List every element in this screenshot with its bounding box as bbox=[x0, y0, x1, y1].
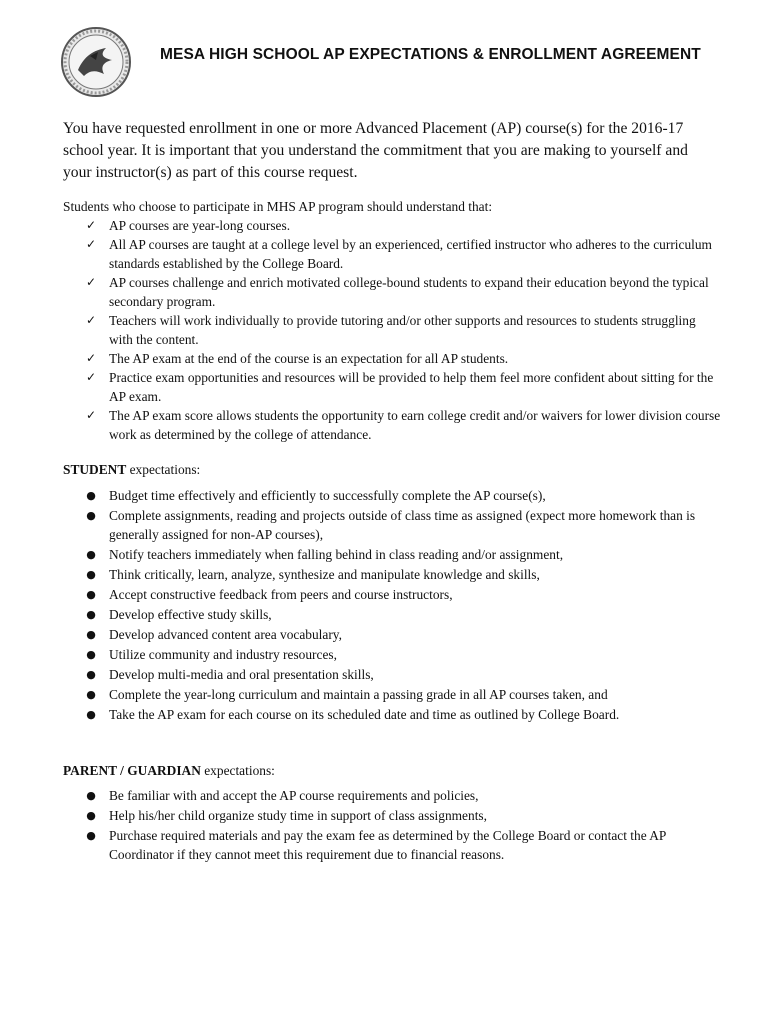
bullet-icon: ● bbox=[86, 668, 96, 681]
program-item: ✓ All AP courses are taught at a college level by an experienced, certified instructor who adheres to the curriculum standards established by the College Board. bbox=[82, 235, 722, 273]
bullet-icon: ● bbox=[86, 588, 96, 601]
bullet-icon: ● bbox=[86, 789, 96, 802]
checkmark-icon: ✓ bbox=[85, 237, 97, 251]
student-item: ● Complete the year-long curriculum and maintain a passing grade in all AP courses taken, and bbox=[82, 685, 722, 704]
program-lead: Students who choose to participate in MHS AP program should understand that: bbox=[63, 199, 493, 214]
intro-paragraph: You have requested enrollment in one or more Advanced Placement (AP) course(s) for the 2016-17 school year. It is important that you understand the commitment that you are making to yourself and your instructor(s) as part of this course request. bbox=[63, 120, 688, 181]
page-title: MESA HIGH SCHOOL AP EXPECTATIONS & ENROLLMENT AGREEMENT bbox=[160, 46, 701, 63]
parent-item: ● Purchase required materials and pay the exam fee as determined by the College Board or contact the AP Coordinator if they cannot meet this requirement due to financial reasons. bbox=[82, 826, 722, 864]
bullet-icon: ● bbox=[86, 509, 96, 522]
bullet-icon: ● bbox=[86, 809, 96, 822]
student-item: ● Complete assignments, reading and projects outside of class time as assigned (expect more homework than is generally assigned for non-AP courses), bbox=[82, 506, 722, 544]
student-item: ● Develop effective study skills, bbox=[82, 605, 722, 624]
checkmark-icon: ✓ bbox=[85, 370, 97, 384]
parent-heading: PARENT / GUARDIAN expectations: bbox=[63, 763, 275, 778]
bullet-icon: ● bbox=[86, 829, 96, 842]
program-item: ✓ AP courses are year-long courses. bbox=[82, 216, 722, 235]
student-list bbox=[82, 486, 722, 725]
student-item: ● Develop multi-media and oral presentation skills, bbox=[82, 665, 722, 684]
bullet-icon: ● bbox=[86, 688, 96, 701]
parent-item: ● Help his/her child organize study time in support of class assignments, bbox=[82, 806, 722, 825]
program-item: ✓ The AP exam at the end of the course is an expectation for all AP students. bbox=[82, 349, 722, 368]
school-seal-icon bbox=[60, 26, 132, 98]
student-item: ● Budget time effectively and efficiently to successfully complete the AP course(s), bbox=[82, 486, 722, 505]
student-item: ● Accept constructive feedback from peers and course instructors, bbox=[82, 585, 722, 604]
student-item: ● Think critically, learn, analyze, synthesize and manipulate knowledge and skills, bbox=[82, 565, 722, 584]
program-item: ✓ AP courses challenge and enrich motivated college-bound students to expand their education beyond the typical secondary program. bbox=[82, 273, 722, 311]
checkmark-icon: ✓ bbox=[85, 408, 97, 422]
student-item: ● Take the AP exam for each course on its scheduled date and time as outlined by College Board. bbox=[82, 705, 722, 724]
bullet-icon: ● bbox=[86, 489, 96, 502]
checkmark-icon: ✓ bbox=[85, 275, 97, 289]
checkmark-icon: ✓ bbox=[85, 351, 97, 365]
checkmark-icon: ✓ bbox=[85, 313, 97, 327]
bullet-icon: ● bbox=[86, 608, 96, 621]
parent-list bbox=[82, 786, 722, 865]
checkmark-icon: ✓ bbox=[85, 218, 97, 232]
student-item: ● Develop advanced content area vocabulary, bbox=[82, 625, 722, 644]
program-list bbox=[82, 216, 722, 444]
program-item: ✓ The AP exam score allows students the opportunity to earn college credit and/or waivers for lower division course work as determined by the college of attendance. bbox=[82, 406, 722, 444]
bullet-icon: ● bbox=[86, 568, 96, 581]
student-item: ● Notify teachers immediately when falling behind in class reading and/or assignment, bbox=[82, 545, 722, 564]
student-heading: STUDENT expectations: bbox=[63, 462, 201, 477]
program-item: ✓ Practice exam opportunities and resources will be provided to help them feel more confident about sitting for the AP exam. bbox=[82, 368, 722, 406]
bullet-icon: ● bbox=[86, 628, 96, 641]
bullet-icon: ● bbox=[86, 548, 96, 561]
program-item: ✓ Teachers will work individually to provide tutoring and/or other supports and resources to students struggling with the content. bbox=[82, 311, 722, 349]
bullet-icon: ● bbox=[86, 648, 96, 661]
parent-item: ● Be familiar with and accept the AP course requirements and policies, bbox=[82, 786, 722, 805]
bullet-icon: ● bbox=[86, 708, 96, 721]
student-item: ● Utilize community and industry resources, bbox=[82, 645, 722, 664]
